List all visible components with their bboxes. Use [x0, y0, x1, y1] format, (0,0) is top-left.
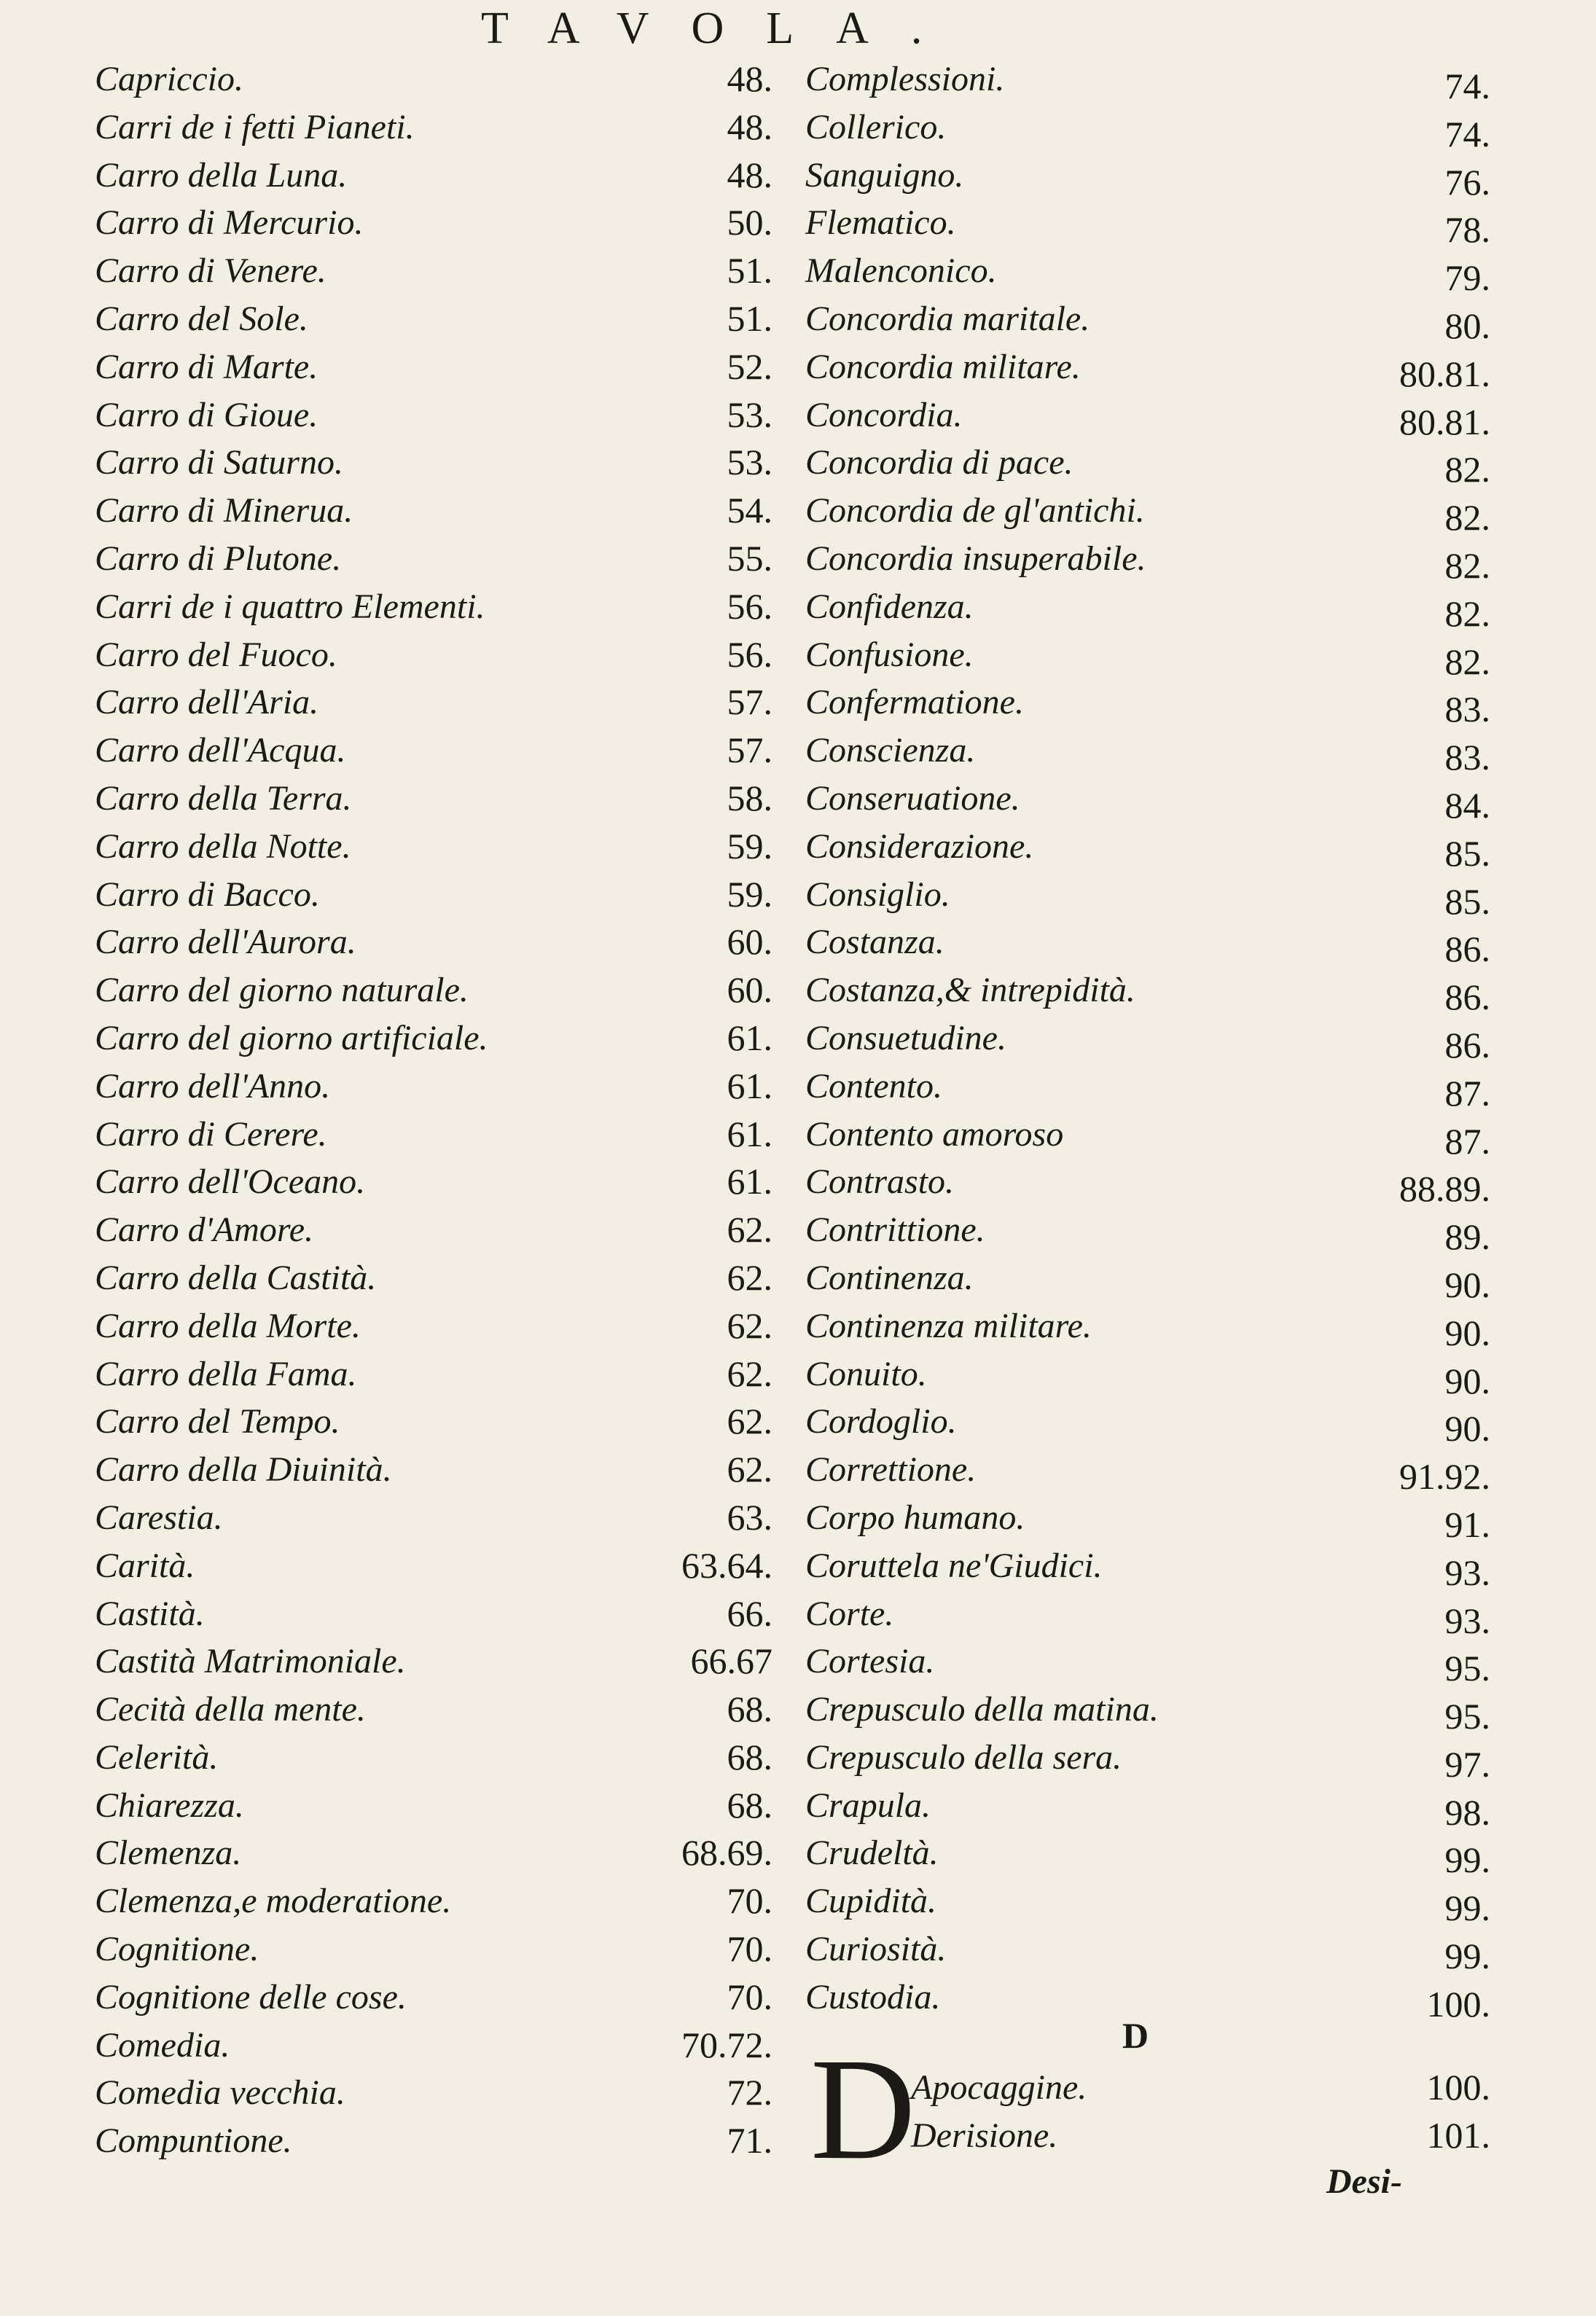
entry-page-number: 48. [727, 58, 772, 99]
entry-term: Carro di Saturno. [95, 443, 343, 482]
index-entry [95, 391, 772, 439]
entry-page-number: 86. [1444, 1024, 1490, 1065]
index-entry [95, 1206, 772, 1254]
index-entry [95, 1494, 772, 1542]
entry-page-number: 95. [1444, 1696, 1490, 1737]
entry-term: Sanguigno. [805, 155, 964, 195]
entry-term: Flematico. [805, 203, 956, 243]
entry-term: Confidenza. [805, 587, 974, 626]
entry-page-number: 97. [1444, 1743, 1490, 1785]
entry-page-number: 90. [1444, 1360, 1490, 1401]
index-entry [95, 871, 772, 919]
entry-page-number: 70.72. [681, 2024, 772, 2065]
entry-page-number: 57. [727, 729, 772, 771]
entry-term: Apocaggine. [911, 2068, 1087, 2107]
entry-page-number: 62. [727, 1401, 772, 1442]
entry-page-number: 82. [1444, 641, 1490, 682]
entry-page-number: 82. [1444, 544, 1490, 586]
entry-term: Carri de i quattro Elementi. [95, 587, 485, 626]
entry-page-number: 70. [727, 1928, 772, 1970]
entry-page-number: 99. [1444, 1887, 1490, 1929]
entry-term: Comedia vecchia. [95, 2073, 345, 2113]
entry-page-number: 48. [727, 154, 772, 195]
index-entry [911, 2064, 1490, 2112]
entry-page-number: 74. [1444, 113, 1490, 154]
entry-term: Carro della Luna. [95, 155, 348, 195]
entry-page-number: 58. [727, 777, 772, 818]
entry-term: Consiglio. [805, 875, 950, 914]
index-entry [805, 1398, 1490, 1450]
entry-page-number: 63.64. [681, 1544, 772, 1586]
entry-term: Corpo humano. [805, 1498, 1025, 1537]
entry-page-number: 62. [727, 1449, 772, 1490]
entry-page-number: 51. [727, 250, 772, 292]
entry-term: Correttione. [805, 1450, 977, 1490]
entry-term: Carro di Marte. [95, 347, 318, 386]
entry-term: Consuetudine. [805, 1018, 1006, 1057]
index-entry [805, 1734, 1490, 1785]
entry-term: Concordia. [805, 395, 963, 434]
index-entry [805, 1638, 1490, 1689]
entry-term: Cortesia. [805, 1642, 935, 1681]
entry-page-number: 99. [1444, 1936, 1490, 1977]
entry-page-number: 61. [727, 1161, 772, 1202]
entry-page-number: 87. [1444, 1120, 1490, 1162]
index-entry [805, 1494, 1490, 1545]
entry-term: Carro della Terra. [95, 778, 352, 818]
entry-term: Carro della Fama. [95, 1354, 357, 1393]
index-entry [95, 1014, 772, 1063]
entry-page-number: 62. [727, 1304, 772, 1346]
index-entry [805, 55, 1490, 106]
entry-page-number: 52. [727, 345, 772, 387]
index-entry [95, 103, 772, 152]
entry-term: Cecità della mente. [95, 1690, 366, 1729]
entry-term: Continenza militare. [805, 1306, 1092, 1345]
entry-term: Carro della Castità. [95, 1258, 377, 1297]
index-entry [805, 1014, 1490, 1063]
entry-term: Carro di Plutone. [95, 539, 342, 578]
index-entry [805, 295, 1490, 346]
drop-cap-d: D [810, 2029, 916, 2190]
entry-term: Considerazione. [805, 826, 1034, 866]
index-entry [95, 199, 772, 247]
entry-page-number: 78. [1444, 209, 1490, 251]
index-entry [95, 247, 772, 295]
entry-page-number: 61. [727, 1065, 772, 1106]
entry-page-number: 56. [727, 585, 772, 627]
entry-page-number: 90. [1444, 1408, 1490, 1450]
entry-term: Concordia maritale. [805, 299, 1090, 338]
entry-term: Crepusculo della matina. [805, 1690, 1159, 1729]
index-entry [95, 1782, 772, 1830]
index-entry [805, 966, 1490, 1018]
entry-page-number: 63. [727, 1496, 772, 1538]
entry-page-number: 61. [727, 1017, 772, 1058]
index-entry [95, 631, 772, 679]
entry-page-number: 51. [727, 297, 772, 339]
index-entry [95, 1063, 772, 1111]
entry-term: Conuito. [805, 1354, 927, 1393]
entry-term: Carro dell'Aurora. [95, 923, 356, 962]
index-entry [95, 2117, 772, 2165]
index-entry [95, 1398, 772, 1446]
entry-page-number: 82. [1444, 497, 1490, 539]
index-entry [805, 631, 1490, 682]
index-entry [95, 1877, 772, 1925]
index-entry [805, 1877, 1490, 1929]
entry-term: Derisione. [911, 2116, 1058, 2155]
entry-page-number: 80.81. [1399, 401, 1490, 442]
index-entry [805, 1254, 1490, 1305]
entry-page-number: 95. [1444, 1648, 1490, 1689]
entry-page-number: 62. [727, 1256, 772, 1298]
entry-page-number: 70. [727, 1880, 772, 1922]
index-entry [805, 103, 1490, 152]
entry-term: Contento. [805, 1066, 942, 1106]
entry-page-number: 80.81. [1399, 353, 1490, 394]
index-entry [805, 1686, 1490, 1737]
entry-page-number: 70. [727, 1976, 772, 2017]
entry-term: Carro dell'Acqua. [95, 731, 346, 770]
entry-page-number: 66.67 [690, 1640, 772, 1682]
index-entry [95, 487, 772, 535]
entry-term: Crapula. [805, 1785, 931, 1825]
entry-term: Carro dell'Aria. [95, 683, 319, 722]
index-entry [95, 1829, 772, 1877]
index-entry [95, 1734, 772, 1782]
index-entry [95, 1302, 772, 1350]
entry-term: Compuntione. [95, 2121, 292, 2161]
index-entry [95, 2022, 772, 2070]
index-entry [805, 918, 1490, 970]
index-entry [805, 439, 1490, 490]
index-entry [95, 727, 772, 775]
entry-term: Costanza. [805, 923, 944, 962]
entry-term: Carità. [95, 1546, 195, 1585]
index-entry [95, 1686, 772, 1734]
index-entry [911, 2112, 1490, 2160]
entry-page-number: 90. [1444, 1264, 1490, 1305]
entry-page-number: 82. [1444, 449, 1490, 490]
entry-page-number: 60. [727, 969, 772, 1011]
entry-page-number: 84. [1444, 784, 1490, 826]
index-entry [805, 1063, 1490, 1114]
entry-page-number: 62. [727, 1353, 772, 1394]
entry-term: Carro di Gioue. [95, 395, 318, 434]
entry-term: Confusione. [805, 635, 974, 674]
index-entry [95, 1925, 772, 1973]
entry-page-number: 85. [1444, 880, 1490, 922]
index-entry [805, 1782, 1490, 1833]
entry-term: Carro del Fuoco. [95, 635, 337, 674]
index-right-column [805, 55, 1490, 2022]
entry-term: Carro del giorno artificiale. [95, 1018, 488, 1057]
index-entry [95, 343, 772, 391]
entry-term: Carro del Tempo. [95, 1402, 340, 1441]
index-entry [805, 152, 1490, 203]
index-entry [95, 1638, 772, 1686]
entry-term: Concordia de gl'antichi. [805, 491, 1145, 531]
index-entry [95, 1973, 772, 2022]
entry-term: Corte. [805, 1594, 894, 1633]
page-title: TAVOLA. [481, 4, 965, 53]
entry-page-number: 48. [727, 106, 772, 147]
index-entry [95, 678, 772, 727]
entry-page-number: 101. [1426, 2114, 1490, 2156]
entry-page-number: 56. [727, 633, 772, 675]
index-entry [95, 2069, 772, 2117]
entry-term: Celerità. [95, 1737, 219, 1777]
entry-page-number: 76. [1444, 161, 1490, 203]
entry-term: Concordia militare. [805, 347, 1081, 386]
index-entry [805, 247, 1490, 299]
entry-term: Contrittione. [805, 1210, 985, 1250]
entry-term: Conseruatione. [805, 778, 1020, 818]
entry-page-number: 68. [727, 1689, 772, 1730]
entry-term: Cupidità. [805, 1882, 937, 1921]
entry-term: Continenza. [805, 1258, 974, 1297]
index-entry [95, 55, 772, 103]
index-entry [95, 535, 772, 583]
entry-page-number: 57. [727, 681, 772, 723]
entry-term: Carro dell'Oceano. [95, 1162, 366, 1202]
section-heading-d: D [1122, 2015, 1149, 2056]
entry-page-number: 66. [727, 1592, 772, 1634]
entry-term: Capriccio. [95, 60, 243, 98]
index-left-column [95, 55, 772, 2165]
entry-page-number: 68. [727, 1736, 772, 1777]
entry-term: Castità Matrimoniale. [95, 1642, 406, 1681]
index-entry [805, 871, 1490, 922]
index-entry [95, 1542, 772, 1590]
entry-term: Clemenza. [95, 1834, 242, 1873]
entry-page-number: 99. [1444, 1839, 1490, 1881]
entry-term: Carestia. [95, 1498, 223, 1537]
entry-term: Carro d'Amore. [95, 1210, 314, 1250]
entry-term: Custodia. [805, 1977, 941, 2016]
index-entry [805, 1302, 1490, 1353]
entry-term: Malenconico. [805, 251, 997, 291]
entry-page-number: 61. [727, 1113, 772, 1154]
index-entry [95, 1254, 772, 1302]
entry-page-number: 54. [727, 490, 772, 531]
entry-term: Conscienza. [805, 731, 976, 770]
entry-term: Carro della Diuinità. [95, 1450, 392, 1490]
entry-page-number: 85. [1444, 832, 1490, 874]
entry-term: Clemenza,e moderatione. [95, 1882, 452, 1921]
entry-term: Concordia insuperabile. [805, 539, 1146, 578]
index-entry [805, 1542, 1490, 1593]
index-entry [805, 1925, 1490, 1977]
index-entry [805, 391, 1490, 442]
entry-page-number: 60. [727, 921, 772, 963]
entry-term: Carro del Sole. [95, 299, 308, 338]
index-entry [95, 439, 772, 487]
entry-page-number: 91. [1444, 1503, 1490, 1545]
index-entry [95, 152, 772, 200]
entry-page-number: 83. [1444, 689, 1490, 730]
index-entry [805, 583, 1490, 634]
index-entry [805, 1158, 1490, 1210]
entry-term: Concordia di pace. [805, 443, 1073, 482]
index-entry [95, 823, 772, 871]
index-entry [805, 1590, 1490, 1641]
index-entry [805, 775, 1490, 826]
entry-page-number: 86. [1444, 977, 1490, 1018]
entry-term: Cognitione delle cose. [95, 1977, 407, 2016]
entry-term: Carro della Morte. [95, 1306, 361, 1345]
index-entry [805, 823, 1490, 874]
entry-page-number: 53. [727, 394, 772, 435]
index-entry [805, 535, 1490, 586]
index-entry [805, 343, 1490, 394]
entry-term: Carro dell'Anno. [95, 1066, 331, 1106]
entry-term: Carro del giorno naturale. [95, 971, 469, 1010]
entry-page-number: 68.69. [681, 1832, 772, 1874]
entry-term: Curiosità. [805, 1930, 947, 1969]
entry-page-number: 91.92. [1399, 1456, 1490, 1498]
entry-term: Coruttela ne'Giudici. [805, 1546, 1103, 1585]
entry-term: Comedia. [95, 2025, 230, 2065]
index-entry [805, 1446, 1490, 1498]
index-entry [805, 678, 1490, 730]
entry-page-number: 89. [1444, 1216, 1490, 1258]
entry-page-number: 53. [727, 442, 772, 483]
entry-term: Confermatione. [805, 683, 1024, 722]
index-entry [805, 1111, 1490, 1162]
entry-term: Castità. [95, 1594, 205, 1633]
entry-page-number: 55. [727, 537, 772, 579]
entry-term: Carro di Bacco. [95, 875, 320, 914]
entry-page-number: 59. [727, 873, 772, 915]
index-entry [95, 1111, 772, 1159]
entry-term: Carro di Cerere. [95, 1114, 327, 1154]
entry-page-number: 74. [1444, 66, 1490, 106]
entry-term: Complessioni. [805, 60, 1005, 98]
entry-term: Carro di Mineruа. [95, 491, 353, 531]
entry-term: Costanza,& intrepidità. [805, 971, 1135, 1010]
index-entry [805, 487, 1490, 539]
index-entry [95, 775, 772, 823]
entry-page-number: 71. [727, 2120, 772, 2162]
entry-page-number: 59. [727, 825, 772, 866]
index-entry [95, 966, 772, 1014]
entry-term: Cordoglio. [805, 1402, 957, 1441]
entry-term: Carro di Mercurio. [95, 203, 364, 243]
entry-term: Contrasto. [805, 1162, 955, 1202]
entry-page-number: 62. [727, 1209, 772, 1251]
index-entry [95, 1590, 772, 1638]
catchword: Desi- [1326, 2162, 1402, 2201]
entry-page-number: 100. [1426, 2067, 1490, 2108]
entry-page-number: 86. [1444, 928, 1490, 970]
index-entry [95, 583, 772, 631]
entry-page-number: 82. [1444, 592, 1490, 634]
index-entry [805, 1829, 1490, 1881]
entry-page-number: 87. [1444, 1072, 1490, 1114]
section-d-entries [911, 2064, 1490, 2160]
index-entry [95, 1350, 772, 1398]
index-entry [805, 727, 1490, 778]
index-entry [805, 199, 1490, 251]
index-entry [95, 295, 772, 343]
index-entry [95, 918, 772, 966]
entry-page-number: 100. [1426, 1983, 1490, 2024]
entry-page-number: 98. [1444, 1791, 1490, 1833]
index-entry [95, 1158, 772, 1206]
entry-page-number: 83. [1444, 737, 1490, 778]
entry-term: Crepusculo della sera. [805, 1737, 1122, 1777]
index-entry [805, 1206, 1490, 1258]
entry-term: Carro della Notte. [95, 826, 351, 866]
entry-page-number: 50. [727, 202, 772, 243]
entry-page-number: 88.89. [1399, 1168, 1490, 1210]
entry-page-number: 93. [1444, 1600, 1490, 1641]
entry-page-number: 72. [727, 2072, 772, 2113]
entry-term: Collerico. [805, 107, 947, 146]
entry-term: Chiarezza. [95, 1785, 244, 1825]
entry-term: Carri de i fetti Pianeti. [95, 107, 415, 146]
entry-page-number: 79. [1444, 257, 1490, 299]
entry-term: Carro di Venere. [95, 251, 326, 291]
entry-page-number: 93. [1444, 1552, 1490, 1593]
index-entry [95, 1446, 772, 1494]
entry-page-number: 80. [1444, 305, 1490, 346]
entry-term: Cognitione. [95, 1930, 259, 1969]
entry-term: Contento amoroso [805, 1114, 1064, 1154]
entry-term: Crudeltà. [805, 1834, 939, 1873]
entry-page-number: 90. [1444, 1312, 1490, 1353]
entry-page-number: 68. [727, 1784, 772, 1826]
index-entry [805, 1350, 1490, 1401]
